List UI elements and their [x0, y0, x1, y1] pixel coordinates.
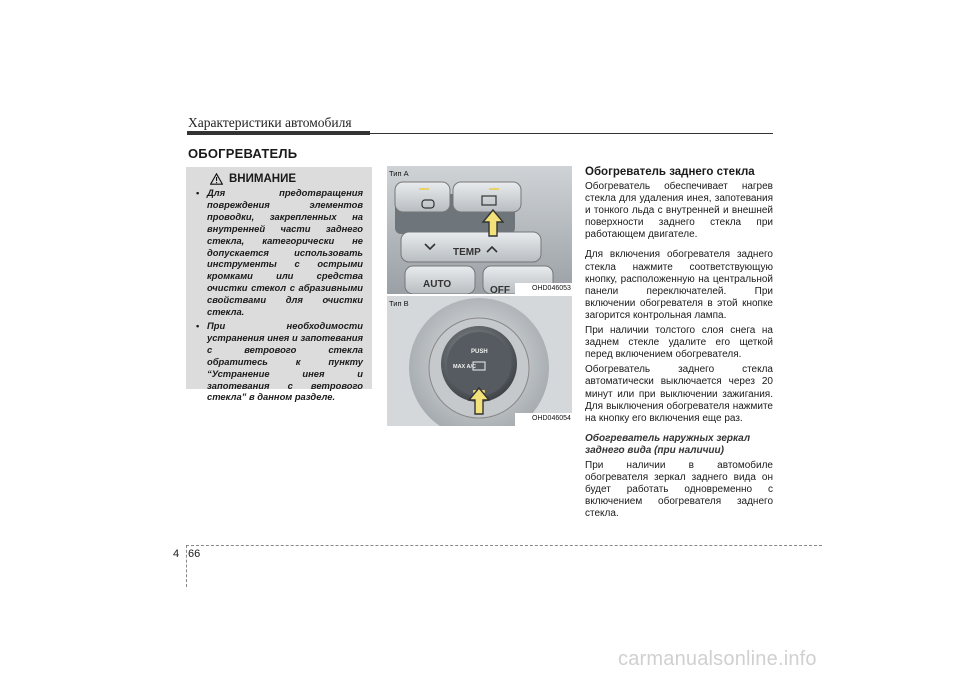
paragraph: При наличии в автомобиле обогревателя зеркал заднего вида он будет работать одновременно с включением обогревателя заднего стекла. — [585, 459, 773, 520]
page-number: 66 — [188, 548, 201, 560]
caution-text: При необходимости устранения инея и запотевания с ветрового стекла обратитесь к пункту “Устранение инея и запотевания с ветрового стекла” в данном разделе. — [207, 319, 363, 403]
figure-code-type-b: OHD046054 — [532, 415, 571, 422]
right-column — [585, 166, 773, 520]
chapter-number: 4 — [173, 548, 180, 560]
caution-box — [186, 167, 372, 403]
paragraph: Обогреватель обеспечивает нагрев стекла для удаления инея, запотевания и тонкого льда с внутренней и внешней поверхности заднего стекла при работающем двигателе. — [585, 181, 773, 241]
figure-label-type-b: Тип B — [389, 299, 409, 308]
footer-vertical-rule — [186, 545, 187, 587]
section-title: ОБОГРЕВАТЕЛЬ — [188, 146, 298, 161]
figure-label-type-a: Тип A — [389, 169, 409, 178]
caution-label: ВНИМАНИЕ — [229, 173, 297, 185]
warning-icon — [210, 173, 223, 185]
figure-code-type-a: OHD046053 — [532, 285, 571, 292]
climate-knob-type-b-image — [387, 296, 572, 426]
header-rule-thin — [370, 133, 773, 134]
bullet-icon: • — [196, 187, 200, 198]
bullet-icon: • — [196, 319, 200, 331]
climate-panel-type-a-image — [387, 166, 572, 294]
mirror-defroster-heading: Обогреватель наружных зеркал заднего вида (при наличии) — [585, 432, 751, 456]
caution-text: Для предотвращения повреждения элементов проводки, закрепленных на внутренней части заднего стекла, категорически не допускается использовать инструменты с острыми кромками или средства очистки стекол с абразивными свойствами для очистки стекла. — [207, 187, 363, 318]
caution-header — [210, 173, 363, 185]
paragraph: При наличии толстого слоя снега на заднем стекле удалите его щеткой перед включением обогревателя. — [585, 325, 773, 361]
max-ac-label: MAX A/C — [453, 364, 477, 370]
header-rule-thick — [187, 131, 370, 135]
watermark: carmanualsonline.info — [618, 648, 817, 670]
paragraph: Обогреватель заднего стекла автоматически выключается через 20 минут или при выключении зажигания. Для выключения обогревателя нажмите на кнопку его включения еще раз. — [585, 364, 773, 424]
off-label: OFF — [490, 285, 510, 294]
auto-label: AUTO — [423, 279, 452, 290]
running-header: Характеристики автомобиля — [188, 115, 352, 130]
rear-defroster-heading: Обогреватель заднего стекла — [585, 166, 755, 178]
push-label: PUSH — [471, 349, 488, 355]
footer-rule — [186, 545, 822, 546]
caution-item — [196, 187, 363, 318]
paragraph: Для включения обогревателя заднего стекла нажмите соответствующую кнопку, расположенную на центральной панели переключателей. При включении обогревателя в этой кнопке загорится контрольная лампа. — [585, 249, 773, 321]
caution-item — [196, 320, 363, 403]
temp-label: TEMP — [453, 247, 481, 258]
